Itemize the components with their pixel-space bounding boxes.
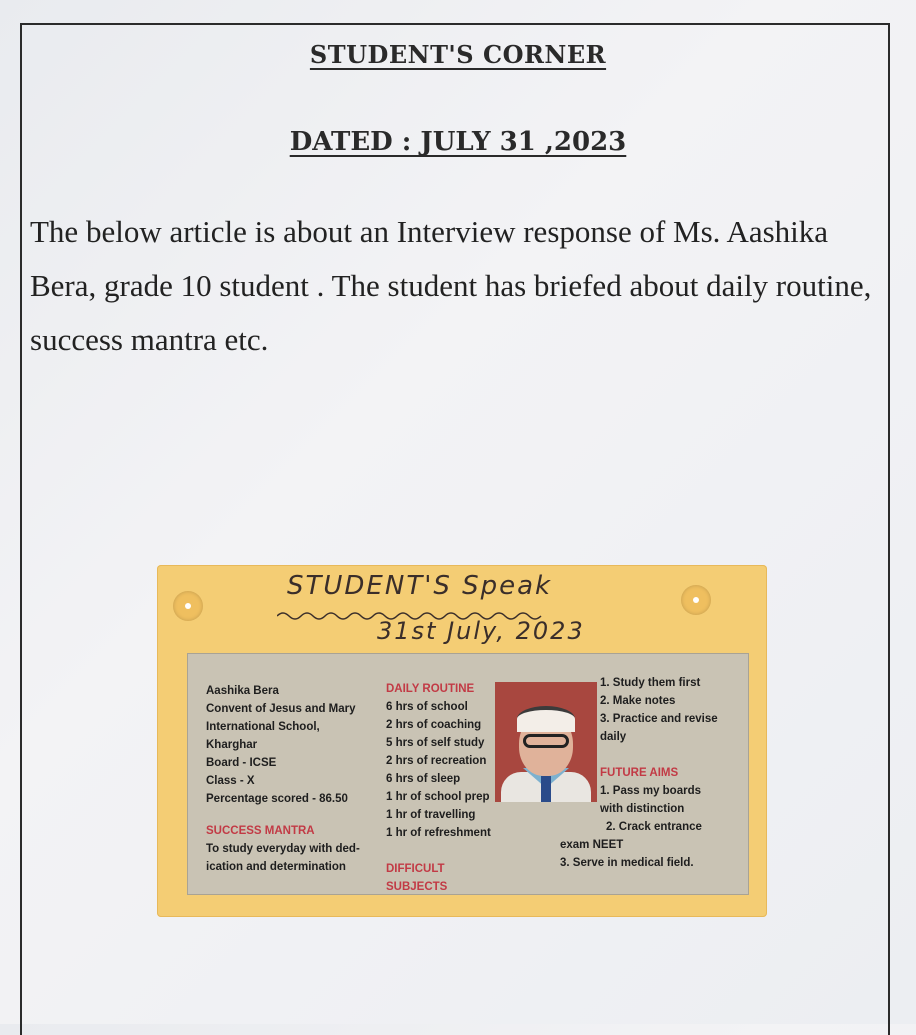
profile-line: Board - ICSE [206, 757, 277, 769]
student-photo [495, 682, 597, 802]
profile-line: Aashika Bera [206, 685, 279, 697]
date-heading: DATED : JULY 31 ,2023 [289, 127, 627, 157]
aim-line: 1. Pass my boards [600, 785, 701, 797]
profile-line: Kharghar [206, 739, 258, 751]
routine-item: 6 hrs of school [386, 701, 468, 713]
profile-line: Class - X [206, 775, 255, 787]
news-article [187, 653, 749, 895]
aim-line: exam NEET [560, 839, 624, 851]
daily-routine-heading: DAILY ROUTINE [386, 683, 475, 695]
photo-tie [541, 776, 551, 802]
page-title: STUDENT'S CORNER [309, 40, 607, 69]
success-mantra-line: ication and determination [206, 861, 346, 873]
profile-line: Convent of Jesus and Mary [206, 703, 356, 715]
photo-glasses [523, 734, 569, 748]
photo-cap [517, 706, 575, 732]
routine-item: 1 hr of school prep [386, 791, 490, 803]
routine-item: 2 hrs of recreation [386, 755, 487, 767]
routine-item: 2 hrs of coaching [386, 719, 482, 731]
handwritten-title: STUDENT'S Speak [287, 571, 553, 601]
future-aims-heading: FUTURE AIMS [600, 767, 679, 779]
routine-item: 1 hr of refreshment [386, 827, 491, 839]
success-mantra-line: To study everyday with ded- [206, 843, 360, 855]
routine-column [386, 680, 506, 896]
tips-aims-column [560, 674, 750, 872]
aim-line: with distinction [600, 803, 685, 815]
profile-column [206, 682, 386, 876]
tip-line: 3. Practice and revise [600, 713, 718, 725]
success-mantra-heading: SUCCESS MANTRA [206, 825, 315, 837]
handwritten-date: 31st July, 2023 [377, 617, 585, 645]
profile-line: International School, [206, 721, 320, 733]
intro-paragraph: The below article is about an Interview response of Ms. Aashika Bera, grade 10 student . The student has briefed about daily routine, success mantra etc. [30, 214, 872, 357]
punch-hole-left [173, 591, 203, 621]
difficult-subjects-heading: DIFFICULT SUBJECTS [386, 863, 448, 893]
aim-line: 2. Crack entrance [606, 821, 702, 833]
tip-line: daily [600, 731, 627, 743]
punch-hole-right [681, 585, 711, 615]
tip-line: 1. Study them first [600, 677, 701, 689]
routine-item: 6 hrs of sleep [386, 773, 461, 785]
aim-line: 3. Serve in medical field. [560, 857, 694, 869]
routine-item: 5 hrs of self study [386, 737, 485, 749]
tip-line: 2. Make notes [600, 695, 676, 707]
routine-item: 1 hr of travelling [386, 809, 476, 821]
newspaper-clipping [157, 565, 767, 917]
profile-line: Percentage scored - 86.50 [206, 793, 348, 805]
